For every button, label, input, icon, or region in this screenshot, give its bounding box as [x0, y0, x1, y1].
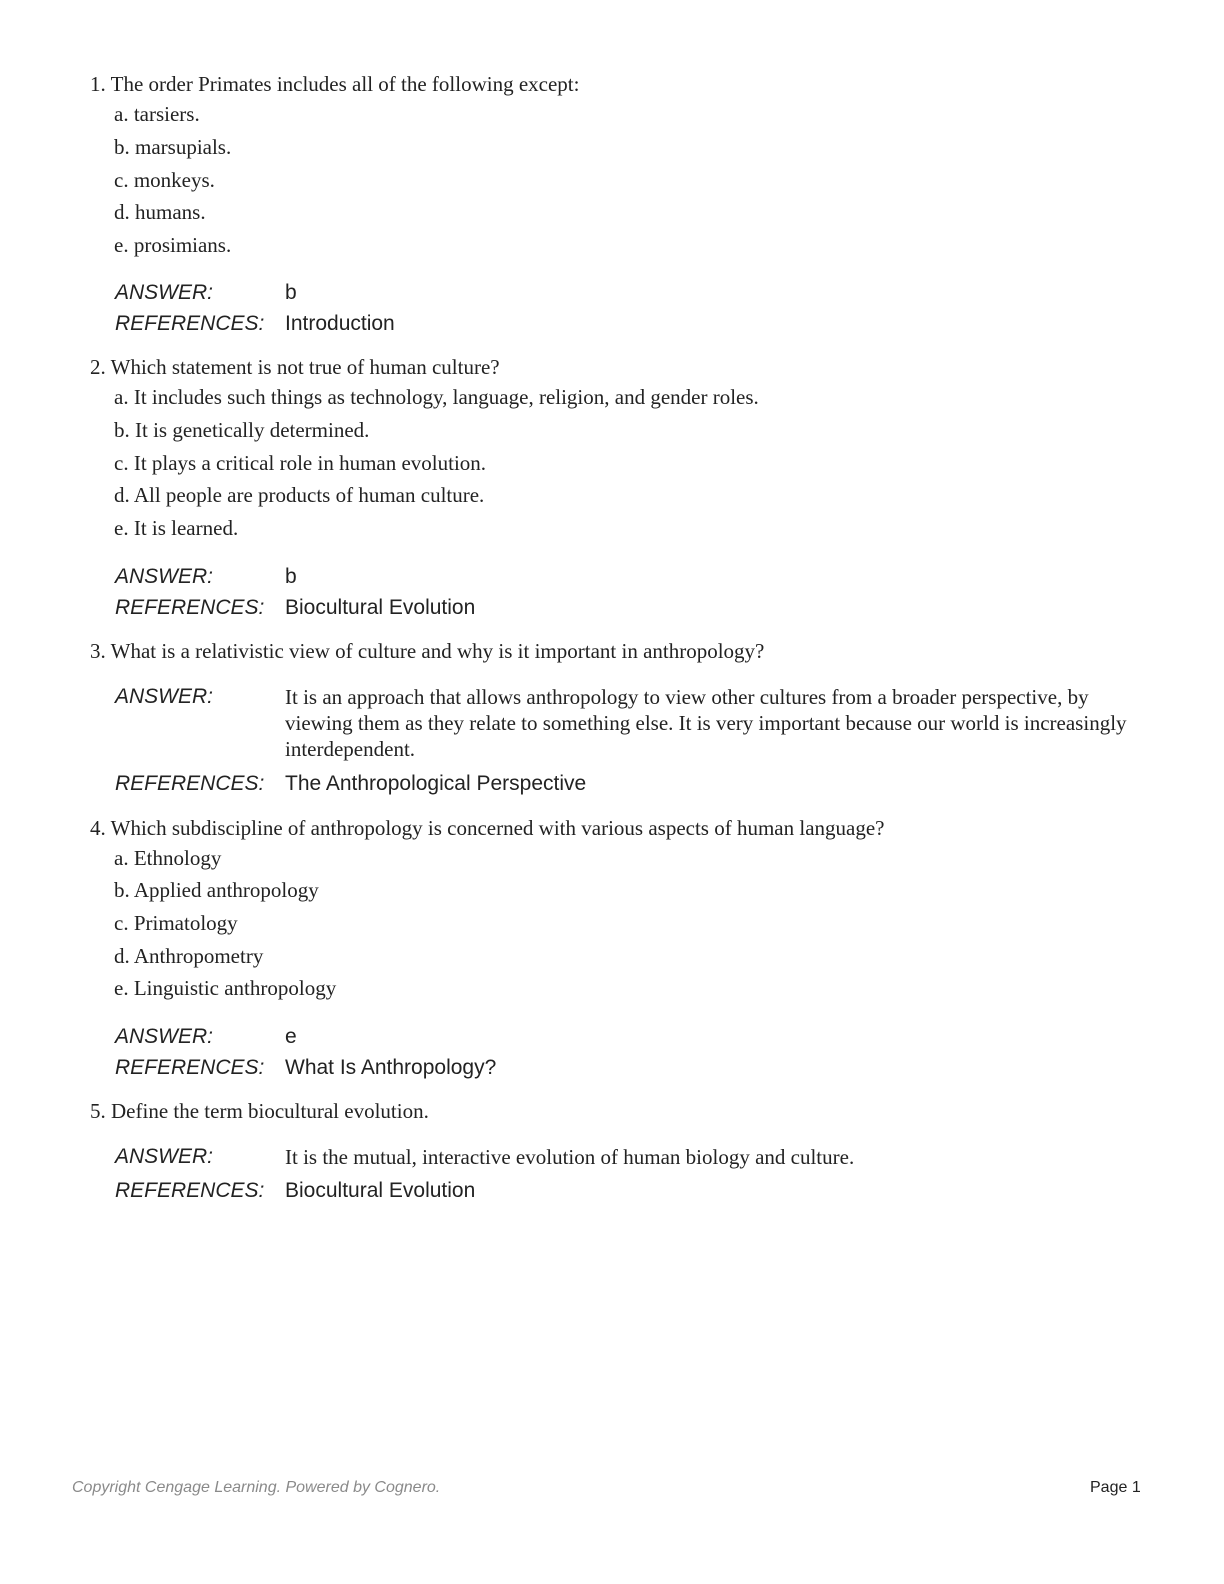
answer-option: c. monkeys. — [114, 168, 215, 192]
answer-option: d. All people are products of human culture. — [114, 483, 485, 507]
answer-option: d. Anthropometry — [114, 944, 264, 968]
references-value: What Is Anthropology? — [285, 1056, 497, 1079]
answer-value: It is an approach that allows anthropology to view other cultures from a broader perspective, by viewing them as they relate to something else. It is very important because our world is increasingly interdependent. — [285, 685, 1127, 761]
answer-label: ANSWER: — [115, 565, 214, 588]
references-value: Biocultural Evolution — [285, 596, 476, 619]
question-text: 4. Which subdiscipline of anthropology is concerned with various aspects of human language? — [90, 816, 885, 840]
answer-option: c. Primatology — [114, 911, 238, 935]
footer-copyright: Copyright Cengage Learning. Powered by Cognero. — [72, 1479, 441, 1496]
answer-value: b — [285, 565, 297, 588]
references-value: Introduction — [285, 312, 395, 335]
answer-option: a. tarsiers. — [114, 102, 200, 126]
references-value: Biocultural Evolution — [285, 1179, 476, 1202]
answer-label: ANSWER: — [115, 1145, 214, 1168]
question-text: 5. Define the term biocultural evolution. — [90, 1099, 429, 1123]
question-text: 2. Which statement is not true of human culture? — [90, 355, 500, 379]
answer-value: b — [285, 281, 297, 304]
answer-option: a. It includes such things as technology, language, religion, and gender roles. — [114, 385, 759, 409]
answer-label: ANSWER: — [115, 685, 214, 708]
answer-option: e. prosimians. — [114, 233, 232, 257]
answer-option: c. It plays a critical role in human evolution. — [114, 451, 487, 475]
answer-value: e — [285, 1025, 297, 1048]
page-number: Page 1 — [1090, 1479, 1141, 1496]
answer-option: e. Linguistic anthropology — [114, 976, 337, 1000]
answer-option: b. Applied anthropology — [114, 878, 319, 902]
answer-option: e. It is learned. — [114, 516, 239, 540]
references-value: The Anthropological Perspective — [285, 772, 587, 795]
question-text: 3. What is a relativistic view of culture and why is it important in anthropology? — [90, 639, 765, 663]
question-text: 1. The order Primates includes all of the following except: — [90, 72, 580, 96]
references-label: REFERENCES: — [115, 772, 265, 795]
answer-label: ANSWER: — [115, 1025, 214, 1048]
references-label: REFERENCES: — [115, 312, 265, 335]
references-label: REFERENCES: — [115, 1056, 265, 1079]
answer-value: It is the mutual, interactive evolution of human biology and culture. — [285, 1145, 855, 1169]
answer-option: d. humans. — [114, 200, 206, 224]
answer-option: b. It is genetically determined. — [114, 418, 370, 442]
answer-label: ANSWER: — [115, 281, 214, 304]
answer-option: b. marsupials. — [114, 135, 232, 159]
references-label: REFERENCES: — [115, 1179, 265, 1202]
references-label: REFERENCES: — [115, 596, 265, 619]
answer-option: a. Ethnology — [114, 846, 222, 870]
